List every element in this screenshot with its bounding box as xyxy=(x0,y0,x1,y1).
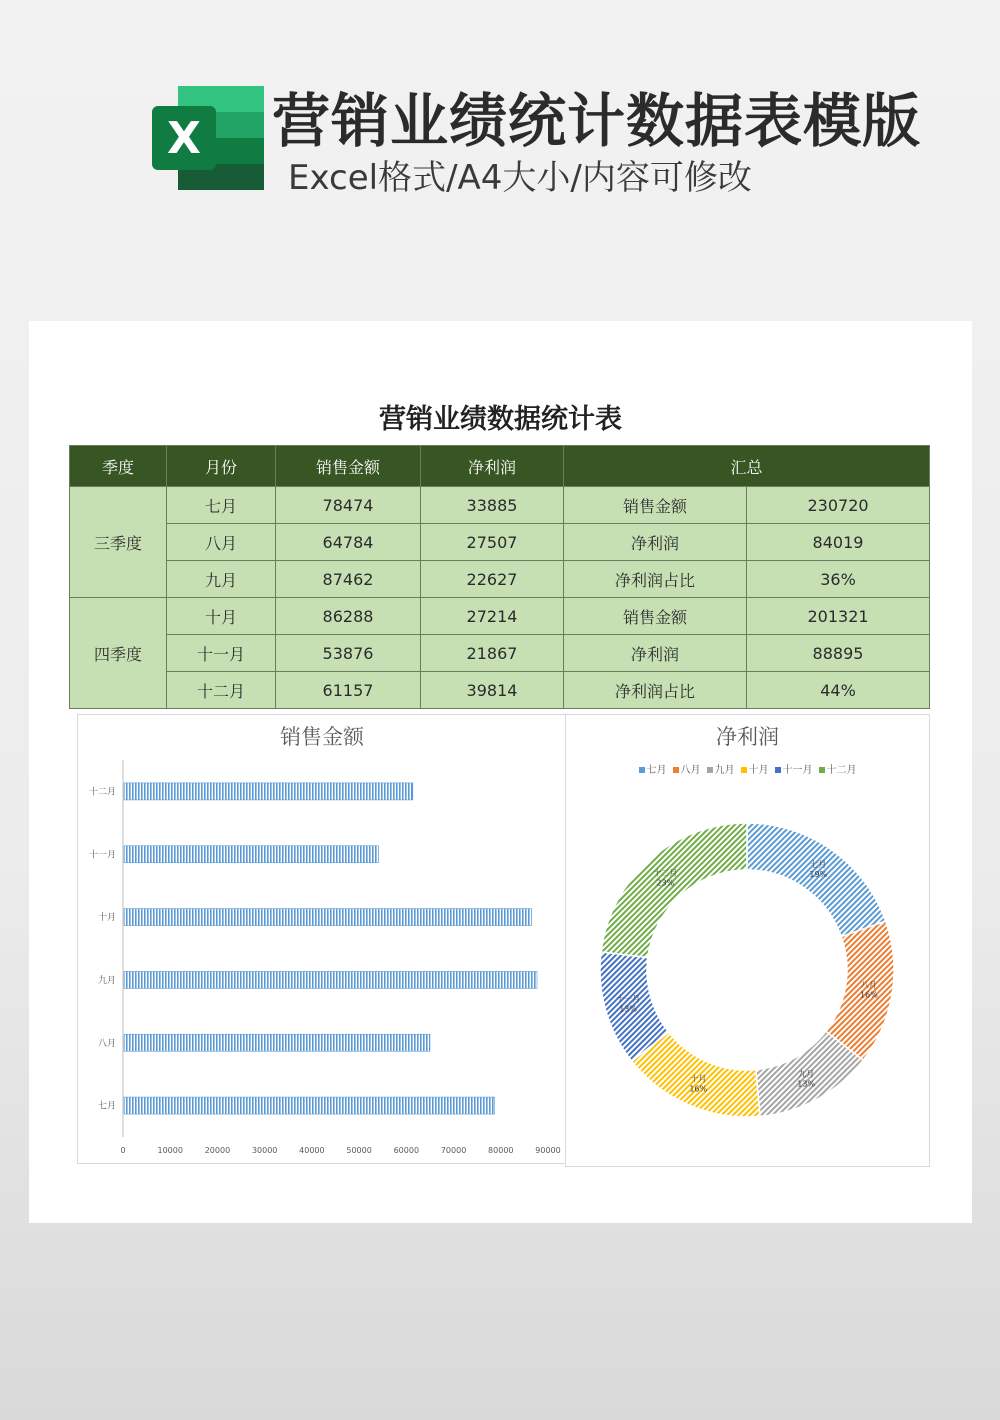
page-title: 营销业绩统计数据表模版 xyxy=(272,87,922,155)
x-tick-label: 50000 xyxy=(346,1146,372,1155)
category-label: 八月 xyxy=(97,1038,116,1049)
bar-chart-title: 销售金额 xyxy=(280,725,364,749)
profit-cell: 21867 xyxy=(421,635,564,672)
summary-label-cell: 销售金额 xyxy=(564,487,747,524)
month-cell: 九月 xyxy=(167,561,276,598)
donut-chart-title: 净利润 xyxy=(716,725,779,749)
x-tick-label: 10000 xyxy=(157,1146,183,1155)
sales-bar-chart xyxy=(77,714,567,1164)
sales-cell: 78474 xyxy=(276,487,421,524)
summary-label-cell: 销售金额 xyxy=(564,598,747,635)
summary-label-cell: 净利润占比 xyxy=(564,561,747,598)
x-tick-label: 30000 xyxy=(251,1146,278,1155)
table-row xyxy=(70,524,930,561)
summary-label-cell: 净利润 xyxy=(564,524,747,561)
slice-percent-label: 16% xyxy=(860,990,878,1000)
quarter-cell: 三季度 xyxy=(70,487,167,598)
legend-label: 十二月 xyxy=(826,765,857,776)
summary-value-cell: 230720 xyxy=(747,487,930,524)
slice-percent-label: 13% xyxy=(619,1004,637,1014)
sales-cell: 86288 xyxy=(276,598,421,635)
summary-label-cell: 净利润 xyxy=(564,635,747,672)
x-tick-label: 20000 xyxy=(204,1146,231,1155)
legend-label: 十一月 xyxy=(782,765,813,776)
bar-十月 xyxy=(124,909,531,926)
table-row xyxy=(70,598,930,635)
donut-slice-十二月 xyxy=(601,823,747,958)
excel-logo-icon xyxy=(152,86,264,190)
column-header: 季度 xyxy=(70,446,167,487)
x-tick-label: 70000 xyxy=(440,1146,467,1155)
table-row xyxy=(70,561,930,598)
profit-donut-chart xyxy=(565,714,930,1167)
donut-slice-七月 xyxy=(747,823,886,937)
slice-category-label: 十月 xyxy=(690,1074,707,1084)
bar-十一月 xyxy=(124,846,378,863)
slice-category-label: 九月 xyxy=(798,1069,815,1079)
slice-percent-label: 16% xyxy=(689,1084,708,1094)
summary-value-cell: 44% xyxy=(747,672,930,709)
category-label: 九月 xyxy=(97,975,116,986)
legend-label: 十月 xyxy=(748,765,769,776)
sales-cell: 61157 xyxy=(276,672,421,709)
legend-label: 七月 xyxy=(646,765,667,776)
bar-九月 xyxy=(124,971,537,988)
month-cell: 十一月 xyxy=(167,635,276,672)
bar-十二月 xyxy=(124,783,413,800)
slice-category-label: 十二月 xyxy=(653,868,678,878)
profit-cell: 39814 xyxy=(421,672,564,709)
legend-label: 八月 xyxy=(680,765,701,776)
donut-chart-plot xyxy=(566,715,929,1166)
column-header: 销售金额 xyxy=(276,446,421,487)
x-tick-label: 90000 xyxy=(535,1146,561,1155)
slice-category-label: 八月 xyxy=(860,980,877,990)
slice-category-label: 七月 xyxy=(810,860,827,870)
profit-cell: 27214 xyxy=(421,598,564,635)
spreadsheet-sheet xyxy=(29,321,972,1223)
table-row xyxy=(70,487,930,524)
page-subtitle: Excel格式/A4大小/内容可修改 xyxy=(288,158,752,198)
bar-八月 xyxy=(124,1034,430,1051)
summary-value-cell: 36% xyxy=(747,561,930,598)
sheet-title: 营销业绩数据统计表 xyxy=(379,404,622,435)
month-cell: 十二月 xyxy=(167,672,276,709)
stats-table xyxy=(69,445,930,709)
legend-label: 九月 xyxy=(714,765,735,776)
table-row xyxy=(70,672,930,709)
month-cell: 十月 xyxy=(167,598,276,635)
sales-cell: 64784 xyxy=(276,524,421,561)
sales-cell: 53876 xyxy=(276,635,421,672)
column-header: 净利润 xyxy=(421,446,564,487)
month-cell: 八月 xyxy=(167,524,276,561)
column-header: 汇总 xyxy=(564,446,930,487)
table-row xyxy=(70,635,930,672)
svg-text:X: X xyxy=(167,113,201,164)
summary-label-cell: 净利润占比 xyxy=(564,672,747,709)
bar-七月 xyxy=(124,1097,495,1114)
slice-category-label: 十一月 xyxy=(616,994,641,1004)
slice-percent-label: 13% xyxy=(797,1079,816,1089)
category-label: 十一月 xyxy=(88,850,116,861)
category-label: 七月 xyxy=(97,1101,116,1112)
bar-chart-plot xyxy=(78,715,566,1163)
slice-percent-label: 19% xyxy=(809,870,828,880)
x-tick-label: 60000 xyxy=(393,1146,420,1155)
slice-percent-label: 23% xyxy=(656,878,675,888)
x-tick-label: 40000 xyxy=(299,1146,325,1155)
profit-cell: 27507 xyxy=(421,524,564,561)
category-label: 十二月 xyxy=(88,787,116,798)
summary-value-cell: 84019 xyxy=(747,524,930,561)
quarter-cell: 四季度 xyxy=(70,598,167,709)
summary-value-cell: 201321 xyxy=(747,598,930,635)
x-tick-label: 80000 xyxy=(488,1146,514,1155)
column-header: 月份 xyxy=(167,446,276,487)
profit-cell: 22627 xyxy=(421,561,564,598)
category-label: 十月 xyxy=(97,913,116,924)
month-cell: 七月 xyxy=(167,487,276,524)
x-tick-label: 0 xyxy=(120,1146,126,1155)
profit-cell: 33885 xyxy=(421,487,564,524)
summary-value-cell: 88895 xyxy=(747,635,930,672)
page-header xyxy=(0,0,1000,300)
table-header-row xyxy=(70,446,930,487)
sales-cell: 87462 xyxy=(276,561,421,598)
